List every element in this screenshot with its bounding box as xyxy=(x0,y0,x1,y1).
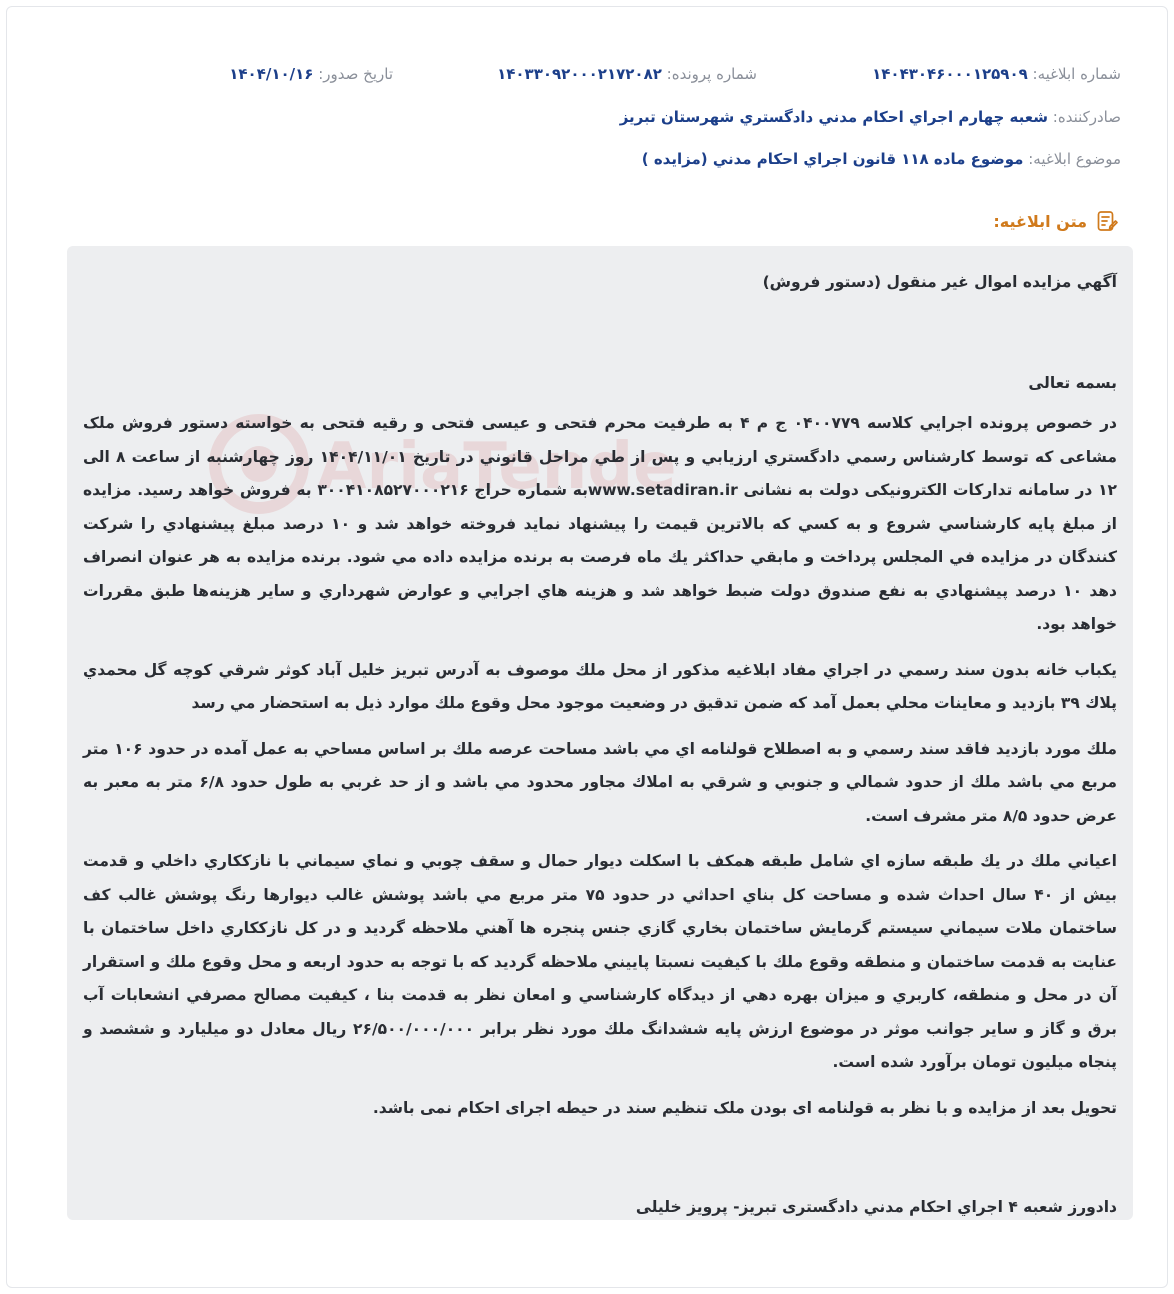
notice-text-title: متن ابلاغيه: xyxy=(993,211,1087,231)
subject-value: موضوع ماده ۱۱۸ قانون اجراي احكام مدني (مزايده ) xyxy=(641,150,1024,168)
notice-body xyxy=(67,246,1133,1220)
watermark-text: AriaTende xyxy=(317,430,677,504)
notice-title: آگهي مزايده اموال غير منقول (دستور فروش) xyxy=(762,273,1117,291)
issue-date-label: تاريخ صدور: xyxy=(318,65,393,83)
issuer-line xyxy=(620,108,1121,126)
case-number-label: شماره پرونده: xyxy=(666,65,757,83)
besm-line: بسمه تعالی xyxy=(1028,373,1117,392)
paragraph-1: در خصوص پرونده اجرايي كلاسه ۰۴۰۰۷۷۹ ج م ۴ به طرفيت محرم فتحی و عيسی فتحی و رقيه فتحی به خواسته دستور فروش ملک مشاعی که توسط کارشناس رسمي دادگستري ارزيابي و پس از طي مراحل قانوني در تاريخ ۱۴۰۴/۱۱/۰۱ روز چهارشنبه از ساعت ۸ الی ۱۲ در سامانه تدارکات الکترونیکی دولت به نشانی www.setadiran.irبه شماره حراج ۳۰۰۴۱۰۸۵۲۷۰۰۰۲۱۶ به فروش خواهد رسيد. مزايده از مبلغ پايه كارشناسي شروع و به كسي كه بالاترين قيمت را پيشنهاد نمايد فروخته خواهد شد و ۱۰ درصد مبلغ پيشنهادي را شركت كنندگان در مزايده في المجلس پرداخت و مابقي حداكثر يك ماه فرصت به برنده مزايده داده مي شود. برنده مزايده به هر عنوان انصراف دهد ۱۰ درصد پيشنهادي به نفع صندوق دولت ضبط خواهد شد و هزينه هاي اجرايي و عوارض شهرداري و ساير هزينه‌ها طبق مقررات خواهد بود. xyxy=(83,414,1117,633)
notification-number-label: شماره ابلاغيه: xyxy=(1032,65,1121,83)
paragraph-3: ملك مورد بازديد فاقد سند رسمي و به اصطلاح قولنامه اي مي باشد مساحت عرصه ملك بر اساس مساحي به عمل آمده در حدود ۱۰۶ متر مربع مي باشد ملك از حدود شمالي و جنوبي و شرقي به املاك مجاور محدود مي باشد و از حد غربي به طول حدود ۶/۸ متر به معبر به عرض حدود ۸/۵ متر مشرف است. xyxy=(83,739,1117,825)
notice-text xyxy=(83,266,1117,1220)
subject-label: موضوع ابلاغيه: xyxy=(1028,150,1121,168)
notice-card xyxy=(6,6,1168,1288)
issue-date xyxy=(229,65,393,83)
signature: دادورز شعبه ۴ اجراي احكام مدني دادگستری تبریز- پرویز خلیلی xyxy=(635,1198,1117,1216)
paragraph-2: یکباب خانه بدون سند رسمي در اجراي مفاد ابلاغيه مذكور از محل ملك موصوف به آدرس تبريز خليل آباد كوثر شرقي كوچه گل محمدي پلاك ۳۹ بازديد و معاينات محلي بعمل آمد كه ضمن تدقيق در وضعيت موجود محل وقوع ملك موارد ذيل به استحضار مي رسد xyxy=(83,660,1117,712)
document-edit-icon xyxy=(1095,209,1119,233)
issuer-label: صادرکننده: xyxy=(1052,108,1121,126)
paragraph-5: تحويل بعد از مزايده و با نظر به قولنامه ای بودن ملک تنظیم سند در حيطه اجرای احکام نمی باشد. xyxy=(372,1098,1117,1117)
paragraph-4: اعياني ملك در يك طبقه سازه اي شامل طبقه همكف با اسكلت ديوار حمال و سقف چوبي و نماي سيماني با نازككاري داخلي و قدمت بيش از ۴۰ سال احداث شده و مساحت كل بناي احداثي در حدود ۷۵ متر مربع مي باشد پوشش غالب ديوارها رنگ پوشش غالب كف ساختمان ملات سيماني سيستم گرمايش ساختمان بخاري گازي جنس پنجره ها آهني ملاحظه گرديد و در كل نازككاري داخل ساختمان با عنايت به قدمت ساختمان و منطقه وقوع ملك با كيفيت نسبتا پاييني ملاحظه گرديد كه با توجه به حدود اربعه و محل وقوع ملك و استقرار آن در محل و منطقه، كاربري و ميزان بهره دهي از ديدگاه كارشناسي و امعان نظر به قدمت بنا ، كيفيت مصالح مصرفي انشعابات آب برق و گاز و ساير جوانب موثر در موضوع ارزش پايه ششدانگ ملك مورد نظر برابر ۲۶/۵۰۰/۰۰۰/۰۰۰ ريال معادل دو ميليارد و ششصد و پنجاه ميليون تومان برآورد شده است. xyxy=(83,852,1118,1071)
case-number-value: ۱۴۰۳۳۰۹۲۰۰۰۲۱۷۲۰۸۲ xyxy=(497,65,662,83)
meta-row xyxy=(55,65,1121,89)
notice-text-heading xyxy=(993,207,1119,235)
case-number xyxy=(497,65,757,83)
notification-number xyxy=(872,65,1121,83)
issue-date-value: ۱۴۰۴/۱۰/۱۶ xyxy=(229,65,314,83)
notification-number-value: ۱۴۰۴۳۰۴۶۰۰۰۱۲۵۹۰۹ xyxy=(872,65,1028,83)
issuer-value: شعبه چهارم اجراي احکام مدني دادگستري شهرستان تبريز xyxy=(619,108,1048,126)
subject-line xyxy=(642,150,1121,168)
